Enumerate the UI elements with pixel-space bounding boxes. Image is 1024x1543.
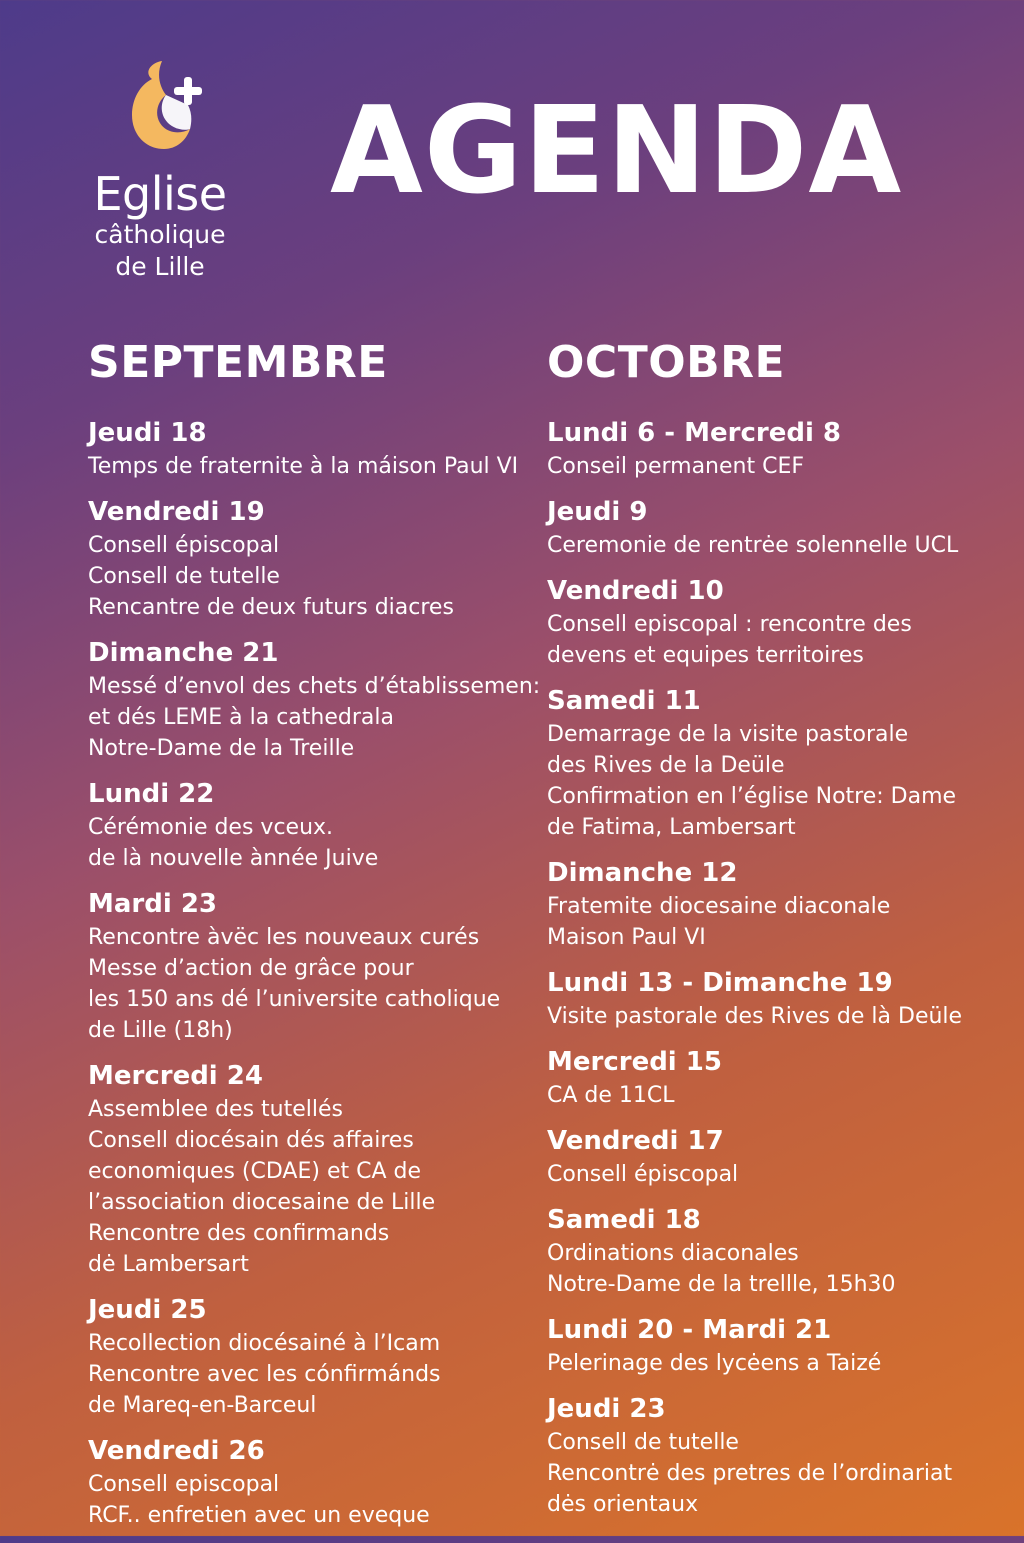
event-description: dė Lambersart — [88, 1252, 249, 1277]
event-description: Rencontre des confirmands — [88, 1221, 390, 1246]
event-description: Rencantre de deux futurs diacres — [88, 595, 454, 620]
event-description: Rencontre avec les cónfirmánds — [88, 1362, 441, 1387]
event-description: Confirmation en l’église Notre: Dame — [547, 784, 957, 809]
event-item — [88, 1292, 538, 1421]
event-day: Jeudi 9 — [547, 497, 648, 527]
event-day: Dimanche 21 — [88, 638, 279, 668]
event-item — [88, 494, 538, 623]
event-item — [547, 1312, 987, 1379]
event-day: Mercredi 15 — [547, 1047, 722, 1077]
logo-line-3: de Lille — [115, 252, 205, 281]
event-description: Assemblee des tutellés — [88, 1097, 343, 1122]
event-list — [547, 415, 987, 1520]
event-day: Jeudi 23 — [547, 1394, 666, 1424]
event-description: Notre-Dame de la Treille — [88, 736, 355, 761]
event-description: Consell de tutelle — [547, 1430, 739, 1455]
event-day: Vendredi 10 — [547, 576, 724, 606]
event-description: Demarrage de la visite pastorale — [547, 722, 909, 747]
event-day: Mercredi 24 — [88, 1061, 263, 1091]
event-description: Consell episcopal — [88, 1472, 280, 1497]
logo-line-2: câtholique — [94, 220, 226, 249]
event-description: dės orientaux — [547, 1492, 699, 1517]
event-item — [547, 683, 987, 843]
event-day: Vendredi 19 — [88, 497, 265, 527]
event-day: Vendredi 17 — [547, 1126, 724, 1156]
event-day: Dimanche 12 — [547, 858, 738, 888]
event-day: Vendredi 26 — [88, 1436, 265, 1466]
event-description: et dés LEME à la cathedrala — [88, 705, 394, 730]
event-item — [88, 1058, 538, 1280]
event-description: Rencontrė des pretres de l’ordinariat — [547, 1461, 953, 1486]
event-description: l’association diocesaine de Lille — [88, 1190, 436, 1215]
event-description: Conseil permanent CEF — [547, 454, 805, 479]
event-item — [88, 415, 538, 482]
logo-line-1: Eglise — [93, 167, 227, 221]
event-description: Consell de tutelle — [88, 564, 280, 589]
event-item — [547, 1202, 987, 1300]
column-october — [547, 335, 987, 1532]
event-item — [547, 1391, 987, 1520]
column-september — [88, 335, 541, 1543]
event-description: de Mareq-en-Barceul — [88, 1393, 317, 1418]
event-description: Fratemite diocesaine diaconale — [547, 894, 891, 919]
event-description: Temps de fraternite à la máison Paul VI — [88, 454, 519, 479]
flame-cross-icon — [110, 55, 210, 165]
event-description: Maison Paul VI — [547, 925, 706, 950]
event-description: Consell episcopal : rencontre des — [547, 612, 912, 637]
event-item — [88, 886, 538, 1046]
month-heading: SEPTEMBRE — [88, 337, 388, 388]
event-item — [547, 573, 987, 671]
event-description: devens et equipes territoires — [547, 643, 864, 668]
event-description: Messé d’envol des chets d’établissemen: — [88, 674, 541, 699]
event-description: Cérémonie des vceux. — [88, 815, 334, 840]
event-description: Pelerinage des lycėens a Taizé — [547, 1351, 882, 1376]
page-title: AGENDA — [330, 82, 903, 221]
logo — [80, 55, 240, 283]
event-item — [547, 415, 987, 482]
month-heading: OCTOBRE — [547, 337, 786, 388]
event-item — [547, 1044, 987, 1111]
event-description: CA de 11CL — [547, 1083, 675, 1108]
event-description: des Rives de la Deüle — [547, 753, 785, 778]
event-item — [547, 855, 987, 953]
event-description: Ordinations diaconales — [547, 1241, 799, 1266]
event-item — [547, 494, 987, 561]
event-description: RCF.. enfretien avec un eveque — [88, 1503, 430, 1528]
event-description: Ceremonie de rentrėe solennelle UCL — [547, 533, 959, 558]
event-day: Jeudi 25 — [88, 1295, 207, 1325]
event-item — [547, 965, 987, 1032]
event-description: Visite pastorale des Rives de là Deüle — [547, 1004, 963, 1029]
event-description: Notre-Dame de la trellle, 15h30 — [547, 1272, 896, 1297]
event-day: Lundi 6 - Mercredi 8 — [547, 418, 842, 448]
event-day: Samedi 11 — [547, 686, 701, 716]
event-item — [88, 1433, 538, 1531]
event-description: Messe d’action de grâce pour — [88, 956, 414, 981]
event-description: Recollection diocésainé à l’Icam — [88, 1331, 441, 1356]
event-description: les 150 ans dé l’universite catholique — [88, 987, 501, 1012]
event-description: Consell épiscopal — [547, 1162, 739, 1187]
event-description: de Fatima, Lambersart — [547, 815, 796, 840]
event-description: economiques (CDAE) et CA de — [88, 1159, 422, 1184]
event-day: Lundi 22 — [88, 779, 215, 809]
event-description: de Lille (18h) — [88, 1018, 233, 1043]
event-description: Consell diocésain dés affaires — [88, 1128, 414, 1153]
event-day: Lundi 13 - Dimanche 19 — [547, 968, 893, 998]
event-description: de là nouvelle ànnée Juive — [88, 846, 379, 871]
event-description: Rencontre àvëc les nouveaux curés — [88, 925, 480, 950]
event-description: Consell épiscopal — [88, 533, 280, 558]
event-day: Mardi 23 — [88, 889, 217, 919]
event-day: Jeudi 18 — [88, 418, 207, 448]
event-list — [88, 415, 541, 1531]
event-day: Samedi 18 — [547, 1205, 701, 1235]
event-item — [88, 635, 541, 764]
event-item — [88, 776, 538, 874]
event-day: Lundi 20 - Mardi 21 — [547, 1315, 832, 1345]
event-item — [547, 1123, 987, 1190]
